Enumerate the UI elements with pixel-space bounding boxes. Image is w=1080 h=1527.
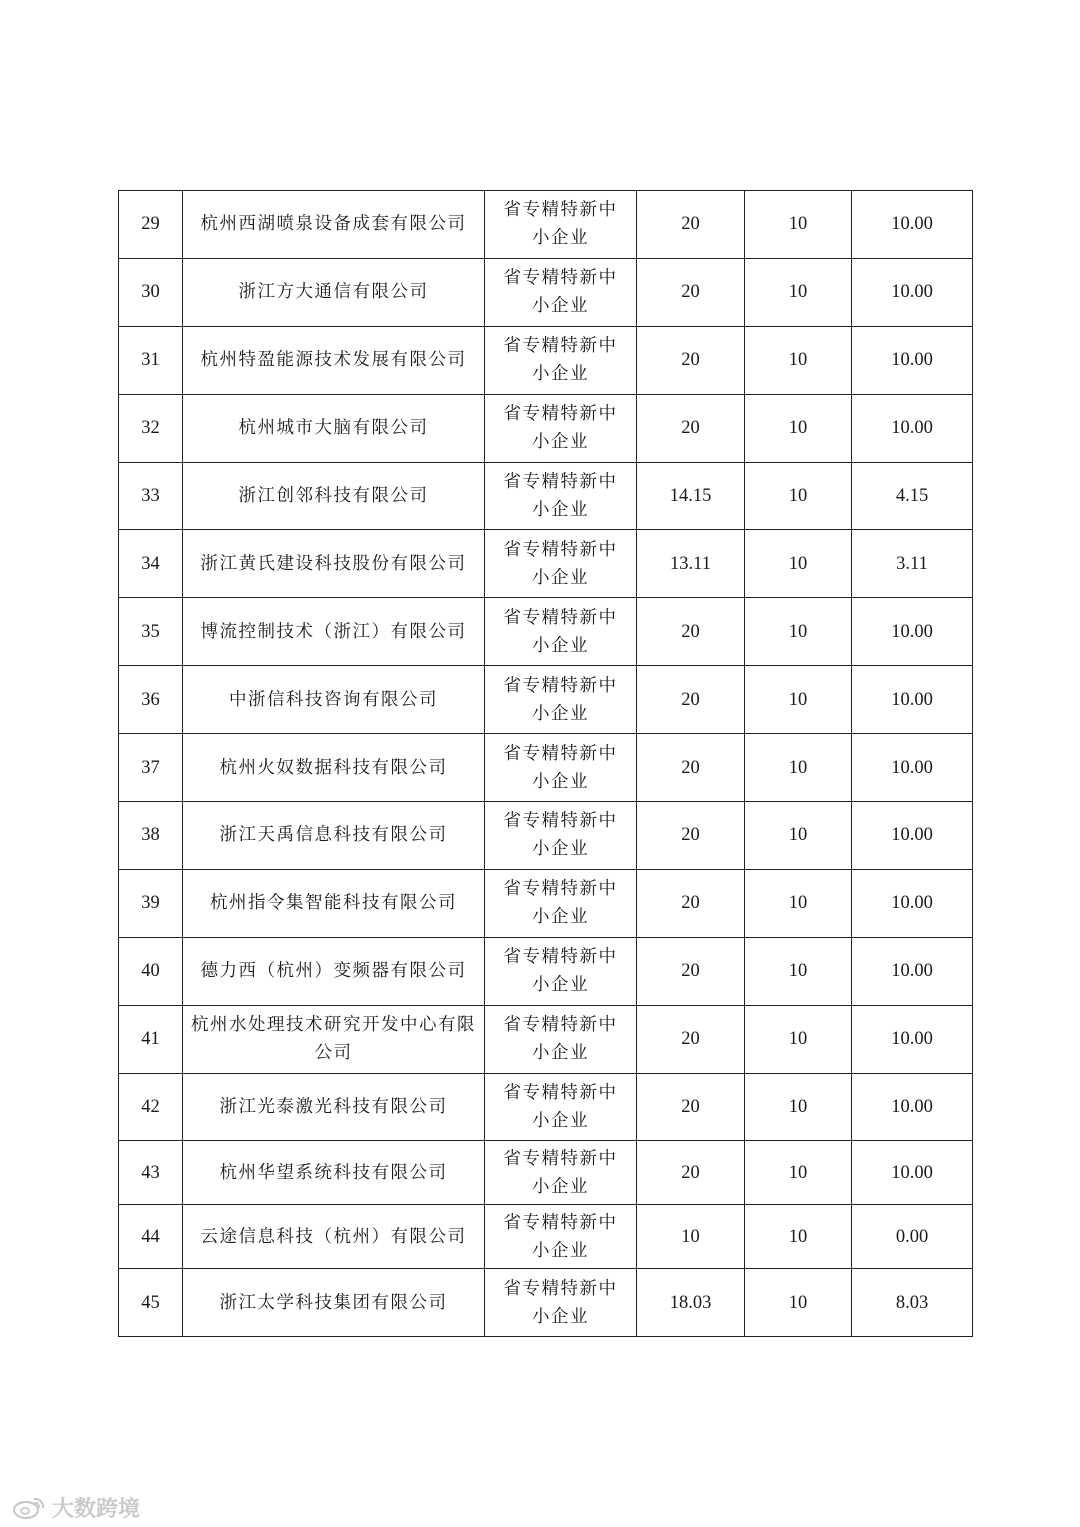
table-row bbox=[119, 191, 973, 259]
amount-total: 20 bbox=[681, 1162, 700, 1183]
table-body bbox=[119, 191, 973, 1337]
amount-total: 10 bbox=[681, 1226, 700, 1247]
amount-difference: 10.00 bbox=[891, 1162, 933, 1183]
enterprise-category: 小企业 bbox=[532, 771, 589, 792]
amount-difference: 10.00 bbox=[891, 418, 933, 439]
amount-difference: 10.00 bbox=[891, 757, 933, 778]
amount-difference: 10.00 bbox=[891, 961, 933, 982]
amount-total: 20 bbox=[681, 689, 700, 710]
enterprise-category: 省专精特新中 bbox=[503, 1083, 618, 1104]
enterprise-category: 省专精特新中 bbox=[503, 200, 618, 221]
company-name: 杭州华望系统科技有限公司 bbox=[219, 1162, 448, 1183]
company-name: 浙江光泰激光科技有限公司 bbox=[219, 1097, 448, 1118]
amount-difference: 10.00 bbox=[891, 621, 933, 642]
subsidy-table bbox=[118, 190, 973, 1337]
amount-difference: 8.03 bbox=[895, 1292, 929, 1313]
enterprise-category: 小企业 bbox=[532, 839, 589, 860]
watermark-text: 大数跨境 bbox=[52, 1497, 141, 1522]
company-name: 杭州城市大脑有限公司 bbox=[238, 418, 429, 439]
table-row bbox=[119, 869, 973, 937]
amount-difference: 10.00 bbox=[891, 893, 933, 914]
enterprise-category: 小企业 bbox=[532, 1240, 589, 1261]
company-name: 云途信息科技（杭州）有限公司 bbox=[200, 1226, 467, 1247]
watermark bbox=[12, 1492, 140, 1523]
amount-total: 20 bbox=[681, 961, 700, 982]
enterprise-category: 省专精特新中 bbox=[503, 879, 618, 900]
table-row bbox=[119, 1269, 973, 1337]
amount-total: 20 bbox=[681, 825, 700, 846]
enterprise-category: 省专精特新中 bbox=[503, 268, 618, 289]
amount-total: 20 bbox=[681, 757, 700, 778]
table-row bbox=[119, 802, 973, 870]
amount-total: 20 bbox=[681, 350, 700, 371]
company-name: 浙江创邻科技有限公司 bbox=[238, 486, 429, 506]
company-name: 杭州指令集智能科技有限公司 bbox=[210, 893, 457, 914]
amount-difference: 10.00 bbox=[891, 214, 933, 235]
enterprise-category: 省专精特新中 bbox=[503, 1015, 618, 1036]
row-number: 45 bbox=[141, 1292, 160, 1313]
amount-base: 10 bbox=[788, 282, 808, 303]
row-number: 30 bbox=[141, 282, 160, 303]
amount-difference: 10.00 bbox=[891, 350, 933, 371]
enterprise-category: 省专精特新中 bbox=[503, 675, 618, 696]
amount-base: 10 bbox=[788, 418, 808, 439]
row-number: 37 bbox=[141, 757, 160, 778]
amount-base: 10 bbox=[788, 486, 808, 506]
company-name: 浙江方大通信有限公司 bbox=[238, 282, 429, 303]
table-row bbox=[119, 530, 973, 598]
enterprise-category: 省专精特新中 bbox=[503, 947, 618, 968]
table-row bbox=[119, 666, 973, 734]
weibo-logo-icon bbox=[12, 1496, 46, 1520]
table-row bbox=[119, 734, 973, 802]
enterprise-category: 小企业 bbox=[532, 500, 589, 520]
enterprise-category: 省专精特新中 bbox=[503, 1278, 618, 1299]
amount-total: 14.15 bbox=[669, 486, 712, 506]
amount-base: 10 bbox=[788, 893, 808, 914]
enterprise-category: 省专精特新中 bbox=[503, 404, 618, 425]
company-name: 中浙信科技咨询有限公司 bbox=[229, 689, 438, 710]
enterprise-category: 省专精特新中 bbox=[503, 539, 618, 560]
amount-base: 10 bbox=[788, 621, 808, 642]
row-number: 34 bbox=[141, 553, 160, 574]
table-row bbox=[119, 258, 973, 326]
enterprise-category: 省专精特新中 bbox=[503, 1212, 618, 1233]
row-number: 42 bbox=[141, 1097, 160, 1118]
amount-difference: 0.00 bbox=[895, 1226, 929, 1247]
company-name: 杭州火奴数据科技有限公司 bbox=[219, 757, 448, 778]
company-name: 浙江黄氏建设科技股份有限公司 bbox=[200, 553, 467, 574]
enterprise-category: 小企业 bbox=[532, 1043, 589, 1064]
amount-total: 18.03 bbox=[669, 1292, 712, 1313]
amount-total: 20 bbox=[681, 893, 700, 914]
amount-difference: 10.00 bbox=[891, 282, 933, 303]
amount-base: 10 bbox=[788, 961, 808, 982]
amount-total: 13.11 bbox=[670, 553, 711, 574]
company-name: 杭州西湖喷泉设备成套有限公司 bbox=[200, 214, 467, 235]
amount-base: 10 bbox=[788, 1097, 808, 1118]
company-name: 浙江太学科技集团有限公司 bbox=[219, 1292, 448, 1313]
amount-total: 20 bbox=[681, 214, 700, 235]
amount-base: 10 bbox=[788, 1292, 808, 1313]
amount-total: 20 bbox=[681, 1097, 700, 1118]
row-number: 31 bbox=[141, 350, 160, 371]
company-name: 杭州特盈能源技术发展有限公司 bbox=[200, 350, 467, 371]
enterprise-category: 小企业 bbox=[532, 1176, 589, 1197]
enterprise-category: 省专精特新中 bbox=[503, 1148, 618, 1169]
amount-total: 20 bbox=[681, 282, 700, 303]
row-number: 36 bbox=[141, 689, 160, 710]
amount-base: 10 bbox=[788, 825, 808, 846]
enterprise-category: 小企业 bbox=[532, 296, 589, 317]
row-number: 41 bbox=[141, 1029, 160, 1050]
amount-difference: 3.11 bbox=[896, 553, 928, 574]
enterprise-category: 省专精特新中 bbox=[503, 811, 618, 832]
table-row bbox=[119, 598, 973, 666]
row-number: 29 bbox=[141, 214, 160, 235]
company-name: 德力西（杭州）变频器有限公司 bbox=[200, 961, 467, 982]
enterprise-category: 小企业 bbox=[532, 1111, 589, 1132]
enterprise-category: 小企业 bbox=[532, 567, 589, 588]
amount-difference: 4.15 bbox=[895, 486, 929, 506]
table-row bbox=[119, 326, 973, 394]
table-row bbox=[119, 1205, 973, 1269]
table-row bbox=[119, 394, 973, 462]
enterprise-category: 省专精特新中 bbox=[503, 607, 618, 628]
enterprise-category: 小企业 bbox=[532, 975, 589, 996]
enterprise-category: 小企业 bbox=[532, 228, 589, 249]
table-row bbox=[119, 1073, 973, 1141]
amount-total: 20 bbox=[681, 621, 700, 642]
amount-base: 10 bbox=[788, 1162, 808, 1183]
enterprise-category: 小企业 bbox=[532, 364, 589, 385]
amount-base: 10 bbox=[788, 689, 808, 710]
table-row bbox=[119, 462, 973, 530]
row-number: 43 bbox=[141, 1162, 160, 1183]
row-number: 44 bbox=[141, 1226, 160, 1247]
row-number: 38 bbox=[141, 825, 160, 846]
row-number: 35 bbox=[141, 621, 160, 642]
amount-total: 20 bbox=[681, 418, 700, 439]
enterprise-category: 小企业 bbox=[532, 432, 589, 453]
amount-base: 10 bbox=[788, 350, 808, 371]
company-name: 浙江天禹信息科技有限公司 bbox=[219, 825, 448, 846]
amount-base: 10 bbox=[788, 214, 808, 235]
amount-total: 20 bbox=[681, 1029, 700, 1050]
table-row bbox=[119, 937, 973, 1005]
amount-difference: 10.00 bbox=[891, 1097, 933, 1118]
amount-base: 10 bbox=[788, 757, 808, 778]
table-row bbox=[119, 1141, 973, 1205]
row-number: 39 bbox=[141, 893, 160, 914]
enterprise-category: 小企业 bbox=[532, 907, 589, 928]
amount-base: 10 bbox=[788, 1226, 808, 1247]
amount-base: 10 bbox=[788, 553, 808, 574]
amount-difference: 10.00 bbox=[891, 1029, 933, 1050]
enterprise-category: 小企业 bbox=[532, 703, 589, 724]
company-name: 博流控制技术（浙江）有限公司 bbox=[200, 621, 467, 642]
enterprise-category: 省专精特新中 bbox=[503, 472, 618, 492]
row-number: 33 bbox=[141, 486, 160, 506]
enterprise-category: 省专精特新中 bbox=[503, 743, 618, 764]
enterprise-category: 小企业 bbox=[532, 635, 589, 656]
table-row bbox=[119, 1005, 973, 1073]
amount-difference: 10.00 bbox=[891, 689, 933, 710]
enterprise-category: 小企业 bbox=[532, 1306, 589, 1327]
amount-base: 10 bbox=[788, 1029, 808, 1050]
company-name: 杭州水处理技术研究开发中心有限公司 bbox=[191, 1015, 476, 1064]
row-number: 40 bbox=[141, 961, 160, 982]
enterprise-category: 省专精特新中 bbox=[503, 336, 618, 357]
amount-difference: 10.00 bbox=[891, 825, 933, 846]
row-number: 32 bbox=[141, 418, 160, 439]
